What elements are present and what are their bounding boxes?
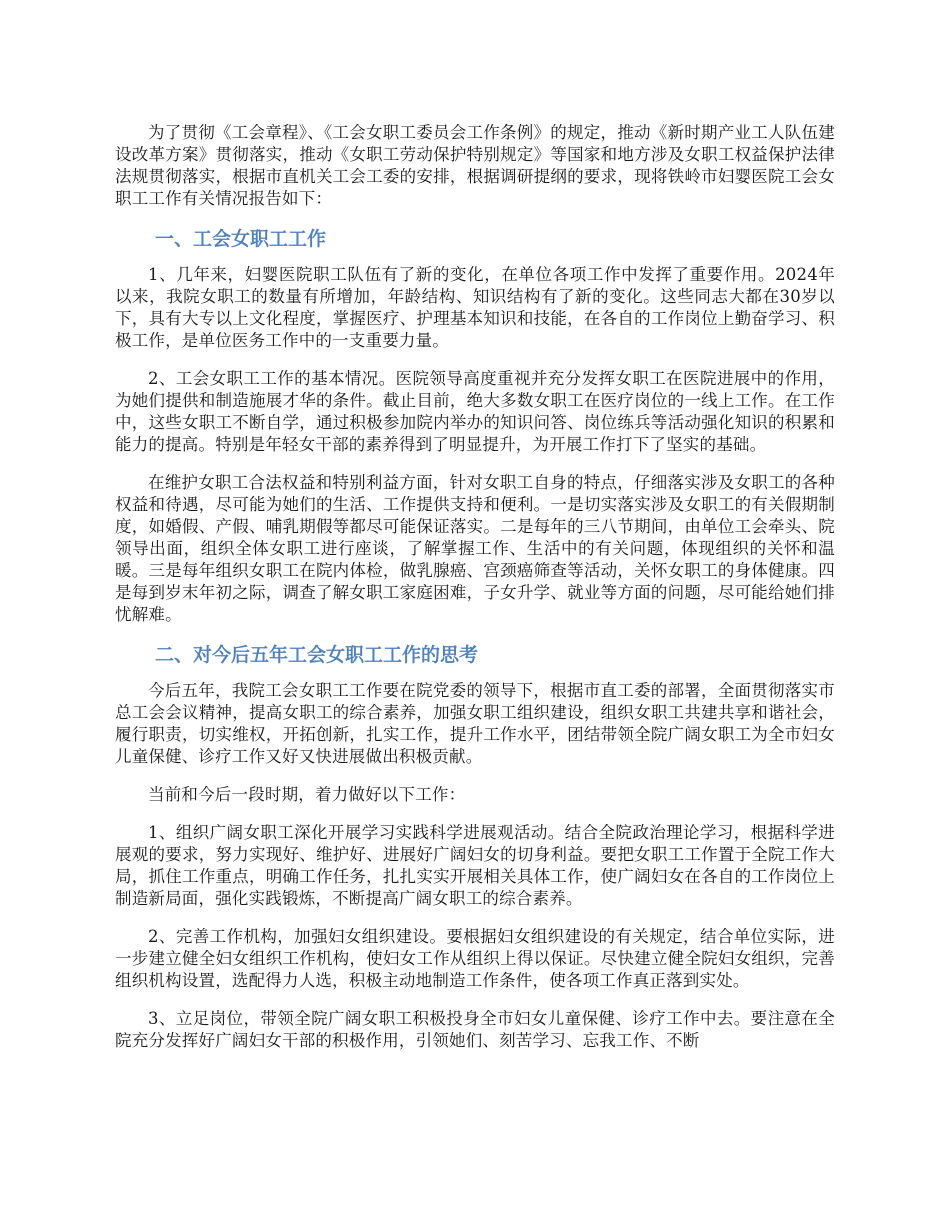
section-2-paragraph-4: 2、完善工作机构，加强妇女组织建设。要根据妇女组织建设的有关规定，结合单位实际，进一步建立健全妇女组织工作机构，使妇女工作从组织上得以保证。尽快建立健全院妇女组织，完善组织机构设置，选配得力人选，积极主动地制造工作条件，使各项工作真正落到实处。: [115, 927, 835, 990]
section-1-paragraph-3: 在维护女职工合法权益和特别利益方面，针对女职工自身的特点，仔细落实涉及女职工的各种权益和待遇，尽可能为她们的生活、工作提供支持和便利。一是切实落实涉及女职工的有关假期制度，如婚假、产假、哺乳期假等都尽可能保证落实。二是每年的三八节期间，由单位工会牵头、院领导出面，组织全体女职工进行座谈，了解掌握工作、生活中的有关问题，体现组织的关怀和温暖。三是每年组织女职工在院内体检，做乳腺癌、宫颈癌筛查等活动，关怀女职工的身体健康。四是每到岁末年初之际，调查了解女职工家庭困难，子女升学、就业等方面的问题，尽可能给她们排忧解难。: [115, 473, 835, 624]
section-2-paragraph-1: 今后五年，我院工会女职工工作要在院党委的领导下，根据市直工委的部署，全面贯彻落实市总工会会议精神，提高女职工的综合素养，加强女职工组织建设，组织女职工共建共享和谐社会，履行职责，切实维权，开拓创新，扎实工作，提升工作水平，团结带领全院广阔女职工为全市妇女儿童保健、诊疗工作又好又快进展做出积极贡献。: [115, 681, 835, 766]
section-1-paragraph-1: 1、几年来，妇婴医院职工队伍有了新的变化，在单位各项工作中发挥了重要作用。2024年以来，我院女职工的数量有所增加，年龄结构、知识结构有了新的变化。这些同志大都在30岁以下，具有大专以上文化程度，掌握医疗、护理基本知识和技能，在各自的工作岗位上勤奋学习、积极工作，是单位医务工作中的一支重要力量。: [115, 265, 835, 350]
section-1-heading: 一、工会女职工工作: [155, 228, 327, 250]
section-2-paragraph-3: 1、组织广阔女职工深化开展学习实践科学进展观活动。结合全院政治理论学习，根据科学进展观的要求，努力实现好、维护好、进展好广阔妇女的切身利益。要把女职工工作置于全院工作大局，抓住工作重点，明确工作任务，扎扎实实开展相关具体工作，使广阔妇女在各自的工作岗位上制造新局面，强化实践锻炼，不断提高广阔女职工的综合素养。: [115, 823, 835, 908]
section-2-paragraph-5: 3、立足岗位，带领全院广阔女职工积极投身全市妇女儿童保健、诊疗工作中去。要注意在全院充分发挥好广阔妇女干部的积极作用，引领她们、刻苦学习、忘我工作、不断: [115, 1009, 835, 1050]
section-2-paragraph-2: 当前和今后一段时期，着力做好以下工作：: [148, 785, 466, 804]
section-2-heading: 二、对今后五年工会女职工工作的思考: [155, 644, 479, 666]
intro-paragraph: 为了贯彻《工会章程》、《工会女职工委员会工作条例》的规定，推动《新时期产业工人队伍建设改革方案》贯彻落实，推动《女职工劳动保护特别规定》等国家和地方涉及女职工权益保护法律法规贯彻落实，根据市直机关工会工委的安排，根据调研提纲的要求，现将铁岭市妇婴医院工会女职工工作有关情况报告如下：: [115, 123, 835, 208]
document-page: [115, 122, 835, 1068]
section-1-paragraph-2: 2、工会女职工工作的基本情况。医院领导高度重视并充分发挥女职工在医院进展中的作用，为她们提供和制造施展才华的条件。截止目前，绝大多数女职工在医疗岗位的一线上工作。在工作中，这些女职工不断自学，通过积极参加院内举办的知识问答、岗位练兵等活动强化知识的积累和能力的提高。特别是年轻女干部的素养得到了明显提升，为开展工作打下了坚实的基础。: [115, 369, 835, 454]
